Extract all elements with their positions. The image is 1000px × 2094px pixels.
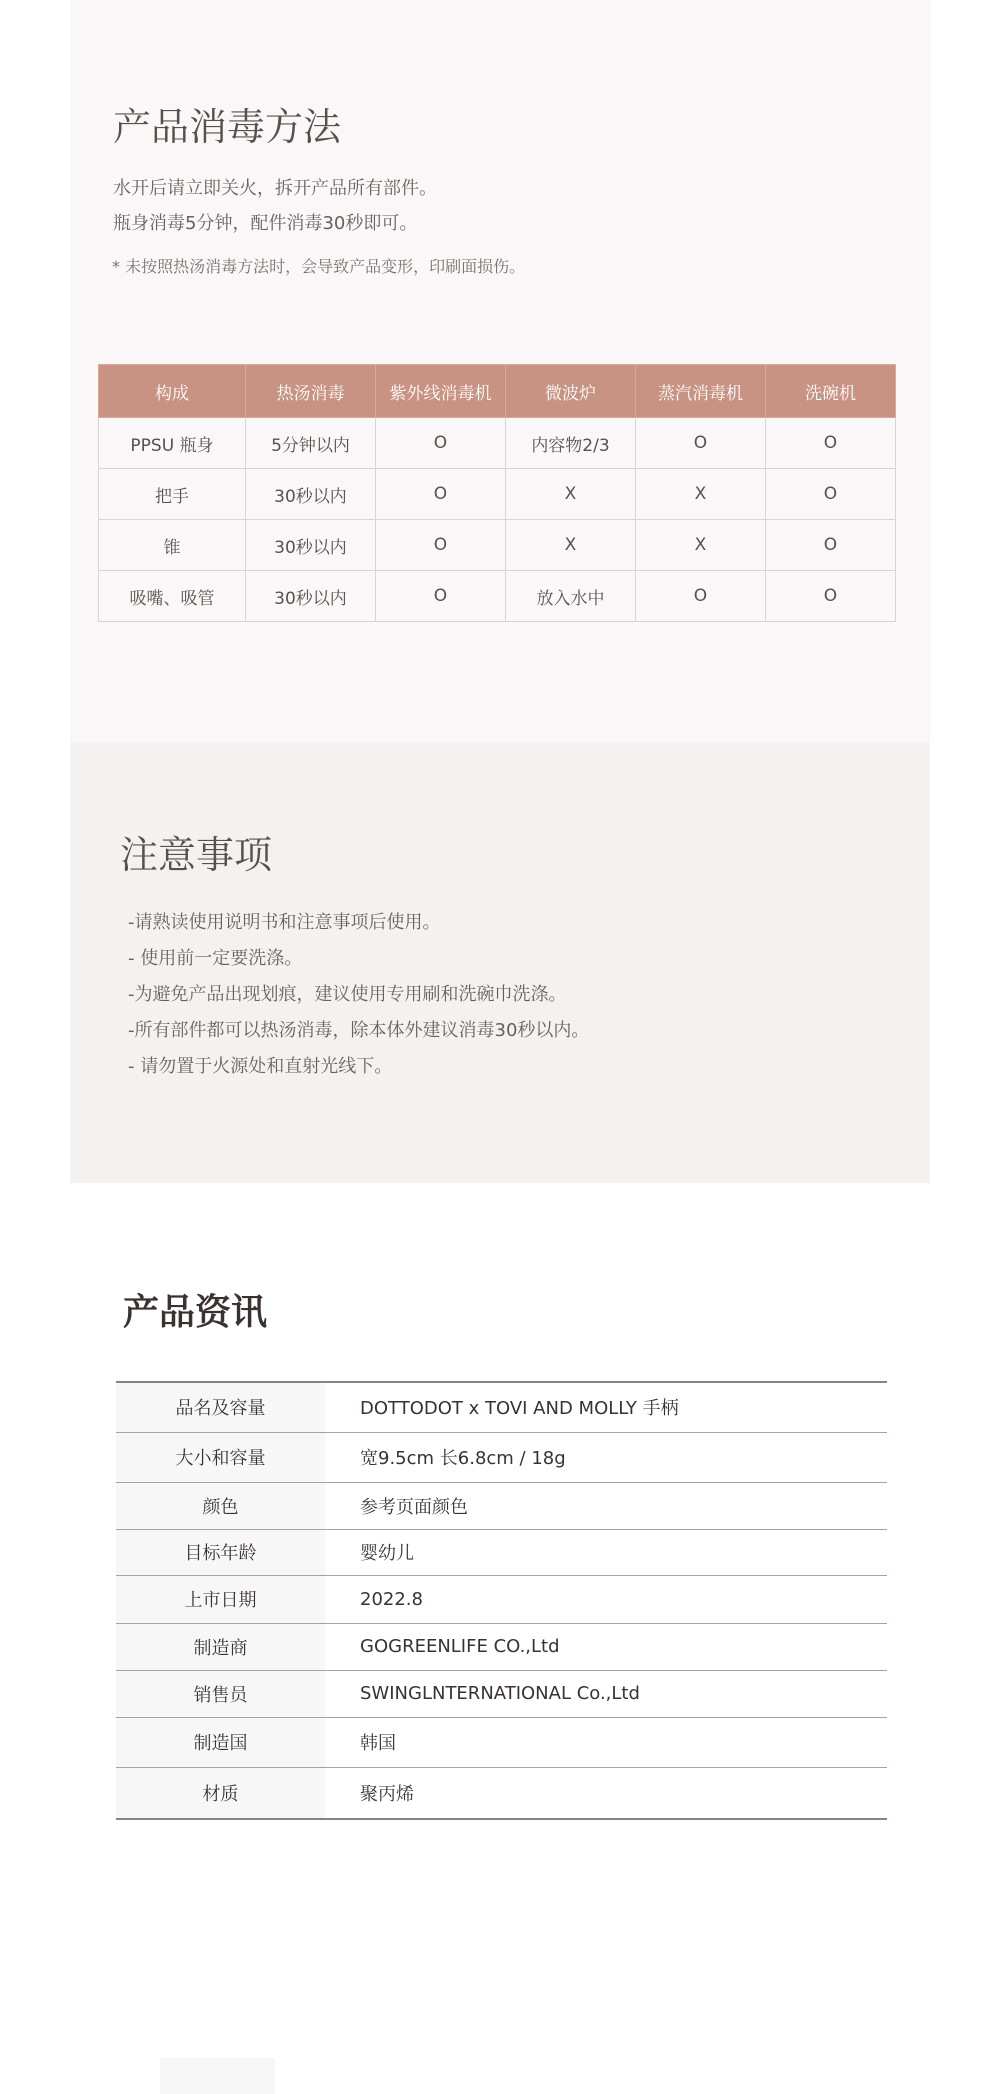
table-cell: X xyxy=(636,469,766,520)
table-cell: O xyxy=(376,571,506,622)
list-item: -请熟读使用说明书和注意事项后使用。 xyxy=(128,912,441,933)
info-value: 韩国 xyxy=(325,1717,887,1767)
info-value: 2022.8 xyxy=(325,1575,887,1623)
table-cell: 30秒以内 xyxy=(246,469,376,520)
info-label: 品名及容量 xyxy=(116,1382,325,1432)
cautions-section xyxy=(70,742,930,1183)
info-label: 颜色 xyxy=(116,1482,325,1529)
table-row xyxy=(116,1717,887,1767)
table-row xyxy=(99,520,896,571)
table-row xyxy=(116,1482,887,1529)
info-label: 制造商 xyxy=(116,1623,325,1670)
info-value: 聚丙烯 xyxy=(325,1767,887,1819)
disinfection-line-2: 瓶身消毒5分钟，配件消毒30秒即可。 xyxy=(113,213,418,234)
table-cell: X xyxy=(506,469,636,520)
cautions-title: 注意事项 xyxy=(120,833,273,877)
table-cell: X xyxy=(506,520,636,571)
header-cell: 紫外线消毒机 xyxy=(376,365,506,418)
table-cell: 5分钟以内 xyxy=(246,418,376,469)
table-row xyxy=(99,571,896,622)
table-cell: 吸嘴、吸管 xyxy=(99,571,246,622)
table-row xyxy=(116,1575,887,1623)
table-row xyxy=(116,1670,887,1717)
table-cell: 30秒以内 xyxy=(246,571,376,622)
disinfection-note: * 未按照热汤消毒方法时，会导致产品变形，印刷面损伤。 xyxy=(112,257,526,276)
info-value: 宽9.5cm 长6.8cm / 18g xyxy=(325,1432,887,1482)
disinfection-header-row xyxy=(99,365,896,418)
info-label: 销售员 xyxy=(116,1670,325,1717)
disinfection-title: 产品消毒方法 xyxy=(113,105,342,149)
info-value: GOGREENLIFE CO.,Ltd xyxy=(325,1623,887,1670)
table-cell: 内容物2/3 xyxy=(506,418,636,469)
table-row xyxy=(99,418,896,469)
product-info-title: 产品资讯 xyxy=(123,1292,268,1333)
bottom-placeholder xyxy=(160,2058,275,2094)
table-row xyxy=(116,1382,887,1432)
product-info-table xyxy=(116,1381,887,1820)
table-cell: O xyxy=(376,418,506,469)
table-cell: 放入水中 xyxy=(506,571,636,622)
table-cell: X xyxy=(636,520,766,571)
table-cell: O xyxy=(766,418,896,469)
table-row xyxy=(116,1529,887,1575)
info-value: 参考页面颜色 xyxy=(325,1482,887,1529)
table-cell: O xyxy=(766,469,896,520)
list-item: - 使用前一定要洗涤。 xyxy=(128,948,303,969)
header-cell: 构成 xyxy=(99,365,246,418)
header-cell: 微波炉 xyxy=(506,365,636,418)
info-label: 大小和容量 xyxy=(116,1432,325,1482)
header-cell: 洗碗机 xyxy=(766,365,896,418)
table-cell: O xyxy=(766,520,896,571)
info-value: SWINGLNTERNATIONAL Co.,Ltd xyxy=(325,1670,887,1717)
info-label: 材质 xyxy=(116,1767,325,1819)
table-cell: O xyxy=(376,469,506,520)
table-cell: 把手 xyxy=(99,469,246,520)
table-row xyxy=(116,1767,887,1819)
info-value: DOTTODOT x TOVI AND MOLLY 手柄 xyxy=(325,1382,887,1432)
disinfection-section xyxy=(70,0,930,742)
disinfection-table xyxy=(98,364,896,622)
table-cell: 30秒以内 xyxy=(246,520,376,571)
info-value: 婴幼儿 xyxy=(325,1529,887,1575)
cautions-list xyxy=(128,905,589,1085)
list-item: -所有部件都可以热汤消毒，除本体外建议消毒30秒以内。 xyxy=(128,1020,590,1041)
table-cell: O xyxy=(376,520,506,571)
disinfection-line-1: 水开后请立即关火，拆开产品所有部件。 xyxy=(113,178,437,199)
table-cell: O xyxy=(636,571,766,622)
table-row xyxy=(116,1432,887,1482)
list-item: -为避免产品出现划痕，建议使用专用刷和洗碗巾洗涤。 xyxy=(128,984,567,1005)
table-row xyxy=(99,469,896,520)
table-cell: PPSU 瓶身 xyxy=(99,418,246,469)
table-cell: O xyxy=(766,571,896,622)
table-cell: 锥 xyxy=(99,520,246,571)
info-label: 制造国 xyxy=(116,1717,325,1767)
list-item: - 请勿置于火源处和直射光线下。 xyxy=(128,1056,393,1077)
info-label: 上市日期 xyxy=(116,1575,325,1623)
info-label: 目标年龄 xyxy=(116,1529,325,1575)
header-cell: 热汤消毒 xyxy=(246,365,376,418)
table-row xyxy=(116,1623,887,1670)
table-cell: O xyxy=(636,418,766,469)
header-cell: 蒸汽消毒机 xyxy=(636,365,766,418)
